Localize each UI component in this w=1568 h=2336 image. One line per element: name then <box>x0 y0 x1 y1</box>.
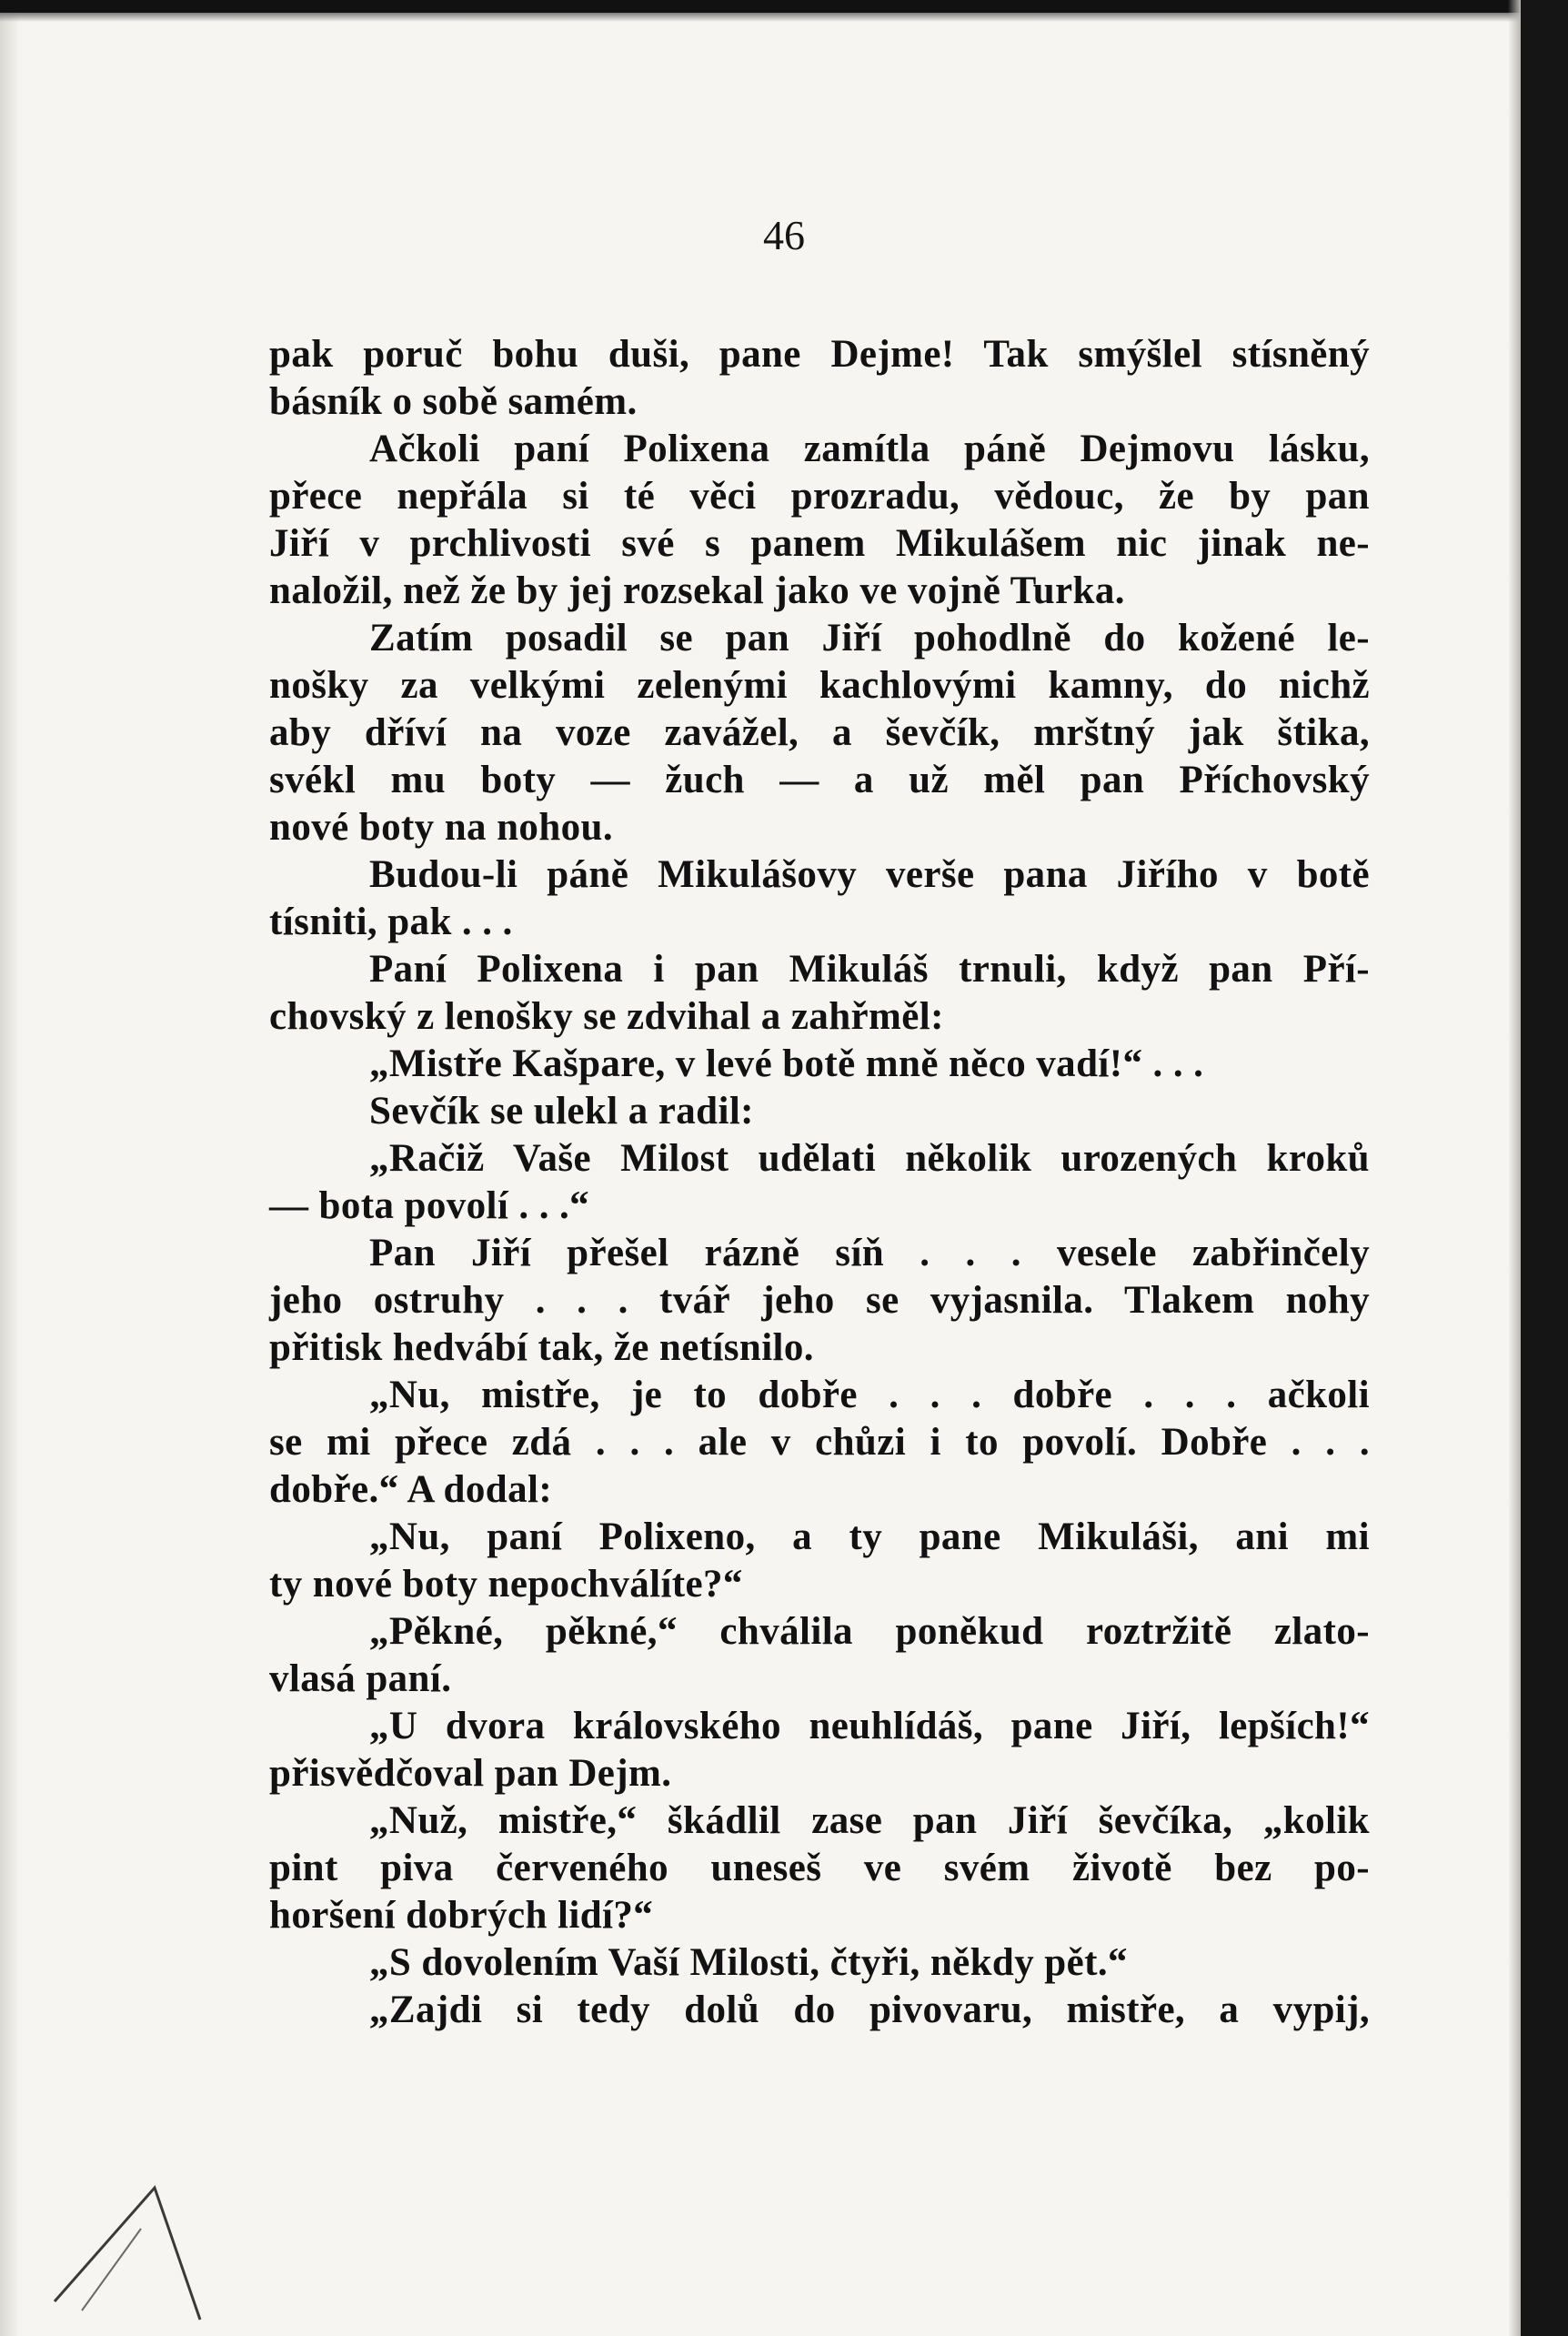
page-left-shadow <box>0 0 20 2336</box>
text-line: přece nepřála si té věci prozradu, vědouc, že by pan <box>269 475 1370 518</box>
text-line: „Zajdi si tedy dolů do pivovaru, mistře, a vypij, <box>369 1989 1370 2031</box>
text-line: aby dříví na voze zavážel, a ševčík, mrštný jak štika, <box>269 711 1370 754</box>
text-line: chovský z lenošky se zdvihal a zahřměl: <box>269 995 944 1038</box>
body-text <box>269 331 1370 2034</box>
text-line: — bota povolí . . .“ <box>269 1184 590 1227</box>
text-line: jeho ostruhy . . . tvář jeho se vyjasnila. Tlakem nohy <box>269 1279 1370 1322</box>
text-line: „Nu, mistře, je to dobře . . . dobře . . . ačkoli <box>369 1374 1370 1416</box>
scan-top-edge <box>0 0 1568 13</box>
text-line: tísniti, pak . . . <box>269 901 513 943</box>
text-line: vlasá paní. <box>269 1657 452 1700</box>
page-corner-scratch <box>45 2165 227 2329</box>
page-gutter-shadow <box>1508 0 1521 2336</box>
text-line: Paní Polixena i pan Mikuláš trnuli, když pan Pří- <box>369 948 1370 991</box>
text-line: naložil, než že by jej rozsekal jako ve vojně Turka. <box>269 569 1125 612</box>
text-line: dobře.“ A dodal: <box>269 1468 553 1511</box>
text-line: pak poruč bohu duši, pane Dejme! Tak smýšlel stísněný <box>269 333 1370 376</box>
text-line: „Mistře Kašpare, v levé botě mně něco vadí!“ . . . <box>369 1042 1204 1085</box>
text-line: „Pěkné, pěkné,“ chválila poněkud roztržitě zlato- <box>369 1610 1370 1653</box>
text-line: básník o sobě samém. <box>269 380 638 423</box>
text-line: přitisk hedvábí tak, že netísnilo. <box>269 1326 814 1369</box>
text-line: ty nové boty nepochválíte?“ <box>269 1563 743 1606</box>
text-line: Sevčík se ulekl a radil: <box>369 1090 754 1133</box>
text-line: „U dvora královského neuhlídáš, pane Jiří, lepších!“ <box>369 1705 1370 1747</box>
text-line: nošky za velkými zelenými kachlovými kamny, do nichž <box>269 664 1370 707</box>
scan-top-edge-fade <box>0 13 1568 22</box>
text-line: pint piva červeného uneseš ve svém životě bez po- <box>269 1847 1370 1889</box>
scan-right-edge <box>1521 0 1568 2336</box>
page-number: 46 <box>763 212 805 258</box>
text-line: „Račiž Vaše Milost udělati několik urozených kroků <box>369 1137 1370 1180</box>
text-line: horšení dobrých lidí?“ <box>269 1894 654 1937</box>
text-line: „S dovolením Vaší Milosti, čtyři, někdy pět.“ <box>369 1941 1128 1984</box>
text-line: přisvědčoval pan Dejm. <box>269 1752 672 1795</box>
text-line: Pan Jiří přešel rázně síň . . . vesele zabřinčely <box>369 1232 1370 1274</box>
text-line: nové boty na nohou. <box>269 806 613 849</box>
text-line: „Nu, paní Polixeno, a ty pane Mikuláši, ani mi <box>369 1515 1370 1558</box>
text-line: „Nuž, mistře,“ škádlil zase pan Jiří ševčíka, „kolik <box>369 1799 1370 1842</box>
text-line: se mi přece zdá . . . ale v chůzi i to povolí. Dobře . . . <box>269 1421 1370 1464</box>
text-line: Budou-li páně Mikulášovy verše pana Jiřího v botě <box>369 853 1370 896</box>
text-line: Ačkoli paní Polixena zamítla páně Dejmovu lásku, <box>369 428 1370 470</box>
text-line: Jiří v prchlivosti své s panem Mikulášem nic jinak ne- <box>269 522 1370 565</box>
text-line: svékl mu boty — žuch — a už měl pan Příchovský <box>269 759 1370 801</box>
text-line: Zatím posadil se pan Jiří pohodlně do kožené le- <box>369 617 1370 660</box>
